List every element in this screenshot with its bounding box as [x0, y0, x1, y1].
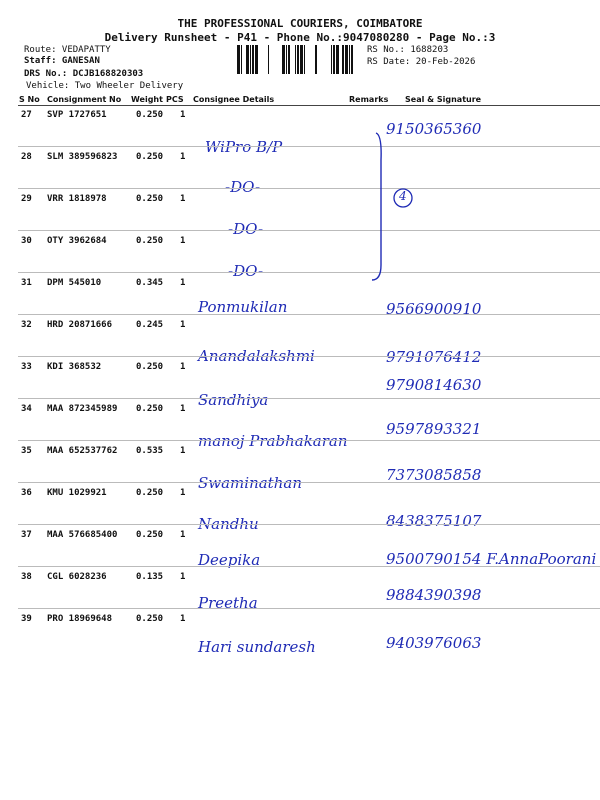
- row-divider: [18, 188, 600, 189]
- consignee-handwriting: Nandhu: [198, 515, 259, 533]
- row-weight: 0.250: [136, 614, 164, 624]
- col-pcs: PCS: [166, 95, 184, 104]
- row-sno: 30: [21, 236, 32, 246]
- row-consignment: VRR 1818978: [47, 194, 107, 204]
- bracket-note: 4: [399, 189, 407, 203]
- row-pcs: 1: [180, 614, 186, 624]
- row-pcs: 1: [180, 446, 186, 456]
- row-pcs: 1: [180, 404, 186, 414]
- signature-handwriting: 9884390398: [386, 586, 482, 604]
- row-sno: 34: [21, 404, 32, 414]
- col-signature: Seal & Signature: [405, 95, 482, 104]
- row-divider: [18, 440, 600, 441]
- row-weight: 0.250: [136, 488, 164, 498]
- consignee-handwriting: WiPro B/P: [205, 138, 283, 156]
- row-divider: [18, 566, 600, 567]
- row-weight: 0.250: [136, 152, 164, 162]
- row-consignment: CGL 6028236: [47, 572, 107, 582]
- barcode-image: [237, 45, 363, 74]
- row-consignment: KDI 368532: [47, 362, 102, 372]
- row-sno: 29: [21, 194, 32, 204]
- row-sno: 37: [21, 530, 32, 540]
- row-weight: 0.250: [136, 530, 164, 540]
- row-weight: 0.250: [136, 194, 164, 204]
- signature-handwriting: 9500790154 F.AnnaPoorani: [386, 550, 597, 568]
- consignee-handwriting: Anandalakshmi: [198, 347, 315, 365]
- barcode-bar: [315, 45, 317, 74]
- barcode-bar: [349, 45, 350, 74]
- row-consignment: SVP 1727651: [47, 110, 107, 120]
- barcode-bar: [255, 45, 258, 74]
- row-divider: [18, 608, 600, 609]
- row-consignment: MAA 576685400: [47, 530, 118, 540]
- consignee-handwriting: Hari sundaresh: [198, 638, 316, 656]
- col-weight: Weight: [131, 95, 163, 104]
- staff-label: Staff: GANESAN: [24, 56, 100, 66]
- row-sno: 36: [21, 488, 32, 498]
- row-pcs: 1: [180, 572, 186, 582]
- row-weight: 0.250: [136, 110, 164, 120]
- barcode-bar: [252, 45, 254, 74]
- row-consignment: MAA 872345989: [47, 404, 118, 414]
- runsheet-subtitle: Delivery Runsheet - P41 - Phone No.:9047080280 - Page No.:3: [104, 31, 496, 44]
- row-pcs: 1: [180, 152, 186, 162]
- row-consignment: DPM 545010: [47, 278, 102, 288]
- row-consignment: MAA 652537762: [47, 446, 118, 456]
- signature-handwriting: 7373085858: [386, 466, 482, 484]
- row-weight: 0.250: [136, 362, 164, 372]
- barcode-bar: [268, 45, 269, 74]
- rs-date: RS Date: 20-Feb-2026: [367, 57, 476, 67]
- barcode-bar: [342, 45, 344, 74]
- row-pcs: 1: [180, 530, 186, 540]
- barcode-bar: [331, 45, 332, 74]
- row-pcs: 1: [180, 236, 186, 246]
- consignee-handwriting: Sandhiya: [198, 391, 269, 409]
- row-weight: 0.245: [136, 320, 164, 330]
- consignee-handwriting: Preetha: [198, 594, 258, 612]
- barcode-bar: [351, 45, 353, 74]
- barcode-bar: [288, 45, 290, 74]
- row-pcs: 1: [180, 278, 186, 288]
- row-sno: 39: [21, 614, 32, 624]
- row-weight: 0.345: [136, 278, 164, 288]
- row-sno: 31: [21, 278, 32, 288]
- col-consignment: Consignment No: [47, 95, 122, 104]
- row-consignment: KMU 1029921: [47, 488, 107, 498]
- consignee-handwriting: manoj Prabhakaran: [198, 432, 348, 450]
- barcode-bar: [297, 45, 299, 74]
- row-sno: 33: [21, 362, 32, 372]
- col-remarks: Remarks: [349, 95, 389, 104]
- row-divider: [18, 398, 600, 399]
- row-consignment: SLM 389596823: [47, 152, 118, 162]
- barcode-bar: [333, 45, 335, 74]
- row-weight: 0.250: [136, 236, 164, 246]
- row-sno: 27: [21, 110, 32, 120]
- row-pcs: 1: [180, 320, 186, 330]
- rs-number: RS No.: 1688203: [367, 45, 449, 55]
- consignee-handwriting: Ponmukilan: [198, 298, 288, 316]
- row-divider: [18, 314, 600, 315]
- row-pcs: 1: [180, 110, 186, 120]
- vehicle-label: Vehicle: Two Wheeler Delivery: [26, 81, 184, 91]
- signature-handwriting: 9597893321: [386, 420, 482, 438]
- consignee-handwriting: -DO-: [228, 220, 264, 238]
- row-divider: [18, 482, 600, 483]
- consignee-handwriting: Deepika: [198, 551, 261, 569]
- barcode-bar: [237, 45, 240, 74]
- header-rule: [18, 105, 600, 106]
- signature-handwriting: 8438375107: [386, 512, 482, 530]
- drs-label: DRS No.: DCJB168820303: [24, 69, 144, 79]
- row-weight: 0.135: [136, 572, 164, 582]
- row-divider: [18, 230, 600, 231]
- barcode-bar: [250, 45, 251, 74]
- row-divider: [18, 146, 600, 147]
- row-pcs: 1: [180, 362, 186, 372]
- consignee-handwriting: -DO-: [225, 178, 261, 196]
- row-sno: 28: [21, 152, 32, 162]
- signature-handwriting: 9566900910: [386, 300, 482, 318]
- signature-handwriting: 9403976063: [386, 634, 482, 652]
- barcode-bar: [241, 45, 242, 74]
- barcode-bar: [336, 45, 339, 74]
- row-weight: 0.535: [136, 446, 164, 456]
- consignee-handwriting: -DO-: [228, 262, 264, 280]
- signature-handwriting: 9150365360: [386, 120, 482, 138]
- barcode-bar: [295, 45, 296, 74]
- row-divider: [18, 524, 600, 525]
- signature-handwriting: 9790814630: [386, 376, 482, 394]
- row-consignment: PRO 18969648: [47, 614, 113, 624]
- col-sno: S No: [19, 95, 40, 104]
- row-sno: 35: [21, 446, 32, 456]
- col-consignee: Consignee Details: [193, 95, 275, 104]
- signature-handwriting: 9791076412: [386, 348, 482, 366]
- row-divider: [18, 356, 600, 357]
- barcode-bar: [246, 45, 249, 74]
- row-sno: 32: [21, 320, 32, 330]
- row-pcs: 1: [180, 194, 186, 204]
- barcode-bar: [300, 45, 303, 74]
- bracket-mark: [368, 130, 428, 290]
- barcode-bar: [345, 45, 348, 74]
- row-divider: [18, 272, 600, 273]
- route-label: Route: VEDAPATTY: [24, 45, 111, 55]
- consignee-handwriting: Swaminathan: [198, 474, 302, 492]
- row-consignment: HRD 20871666: [47, 320, 113, 330]
- barcode-bar: [286, 45, 287, 74]
- barcode-bar: [304, 45, 305, 74]
- row-consignment: OTY 3962684: [47, 236, 107, 246]
- row-pcs: 1: [180, 488, 186, 498]
- company-title: THE PROFESSIONAL COURIERS, COIMBATORE: [177, 17, 423, 30]
- row-sno: 38: [21, 572, 32, 582]
- row-weight: 0.250: [136, 404, 164, 414]
- barcode-bar: [282, 45, 285, 74]
